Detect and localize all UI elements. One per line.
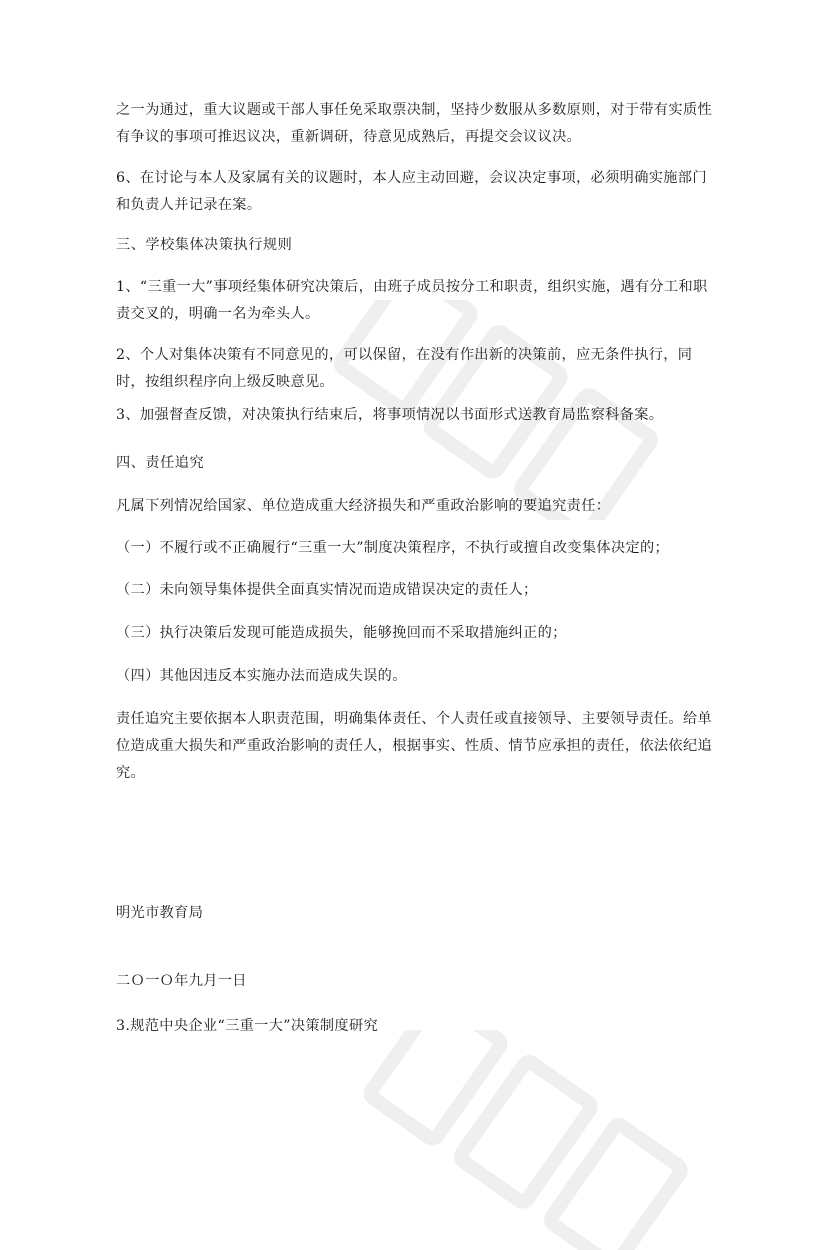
- list-item-accountability-4: （四）其他因违反本实施办法而造成失误的。: [116, 668, 407, 684]
- paragraph-recusal-rule: 6、在讨论与本人及家属有关的议题时，本人应主动回避，会议决定事项，必须明确实施部门和负责人并记录在案。: [116, 170, 707, 213]
- paragraph-execution-1: 1、“三重一大”事项经集体研究决策后，由班子成员按分工和职责，组织实施，遇有分工和职责交叉的，明确一名为牵头人。: [116, 279, 708, 322]
- next-section-title: 3.规范中央企业“三重一大”决策制度研究: [116, 1018, 379, 1034]
- watermark-logo: [330, 1030, 710, 1250]
- paragraph-voting-rule: 之一为通过，重大议题或干部人事任免采取票决制，坚持少数服从多数原则，对于带有实质性有争议的事项可推迟议决，重新调研，待意见成熟后，再提交会议议决。: [116, 102, 713, 145]
- list-item-accountability-3: （三）执行决策后发现可能造成损失，能够挽回而不采取措施纠正的；: [116, 625, 567, 641]
- paragraph-execution-3: 3、加强督查反馈，对决策执行结束后，将事项情况以书面形式送教育局监察科备案。: [116, 407, 664, 423]
- list-item-accountability-1: （一）不履行或不正确履行“三重一大”制度决策程序，不执行或擅自改变集体决定的；: [116, 540, 670, 556]
- paragraph-execution-2: 2、个人对集体决策有不同意见的，可以保留，在没有作出新的决策前，应无条件执行，同时，按组织程序向上级反映意见。: [116, 347, 693, 390]
- paragraph-accountability-intro: 凡属下列情况给国家、单位造成重大经济损失和严重政治影响的要追究责任：: [116, 498, 611, 514]
- paragraph-accountability-basis: 责任追究主要依据本人职责范围，明确集体责任、个人责任或直接领导、主要领导责任。给单位造成重大损失和严重政治影响的责任人，根据事实、性质、情节应承担的责任，依法依纪追究。: [116, 711, 713, 781]
- section-heading-accountability: 四、责任追究: [116, 455, 205, 471]
- signature-date: 二Ｏ一Ｏ年九月一日: [116, 973, 247, 989]
- section-heading-execution: 三、学校集体决策执行规则: [116, 237, 293, 253]
- list-item-accountability-2: （二）未向领导集体提供全面真实情况而造成错误决定的责任人；: [116, 582, 538, 598]
- signature-organization: 明光市教育局: [116, 905, 204, 921]
